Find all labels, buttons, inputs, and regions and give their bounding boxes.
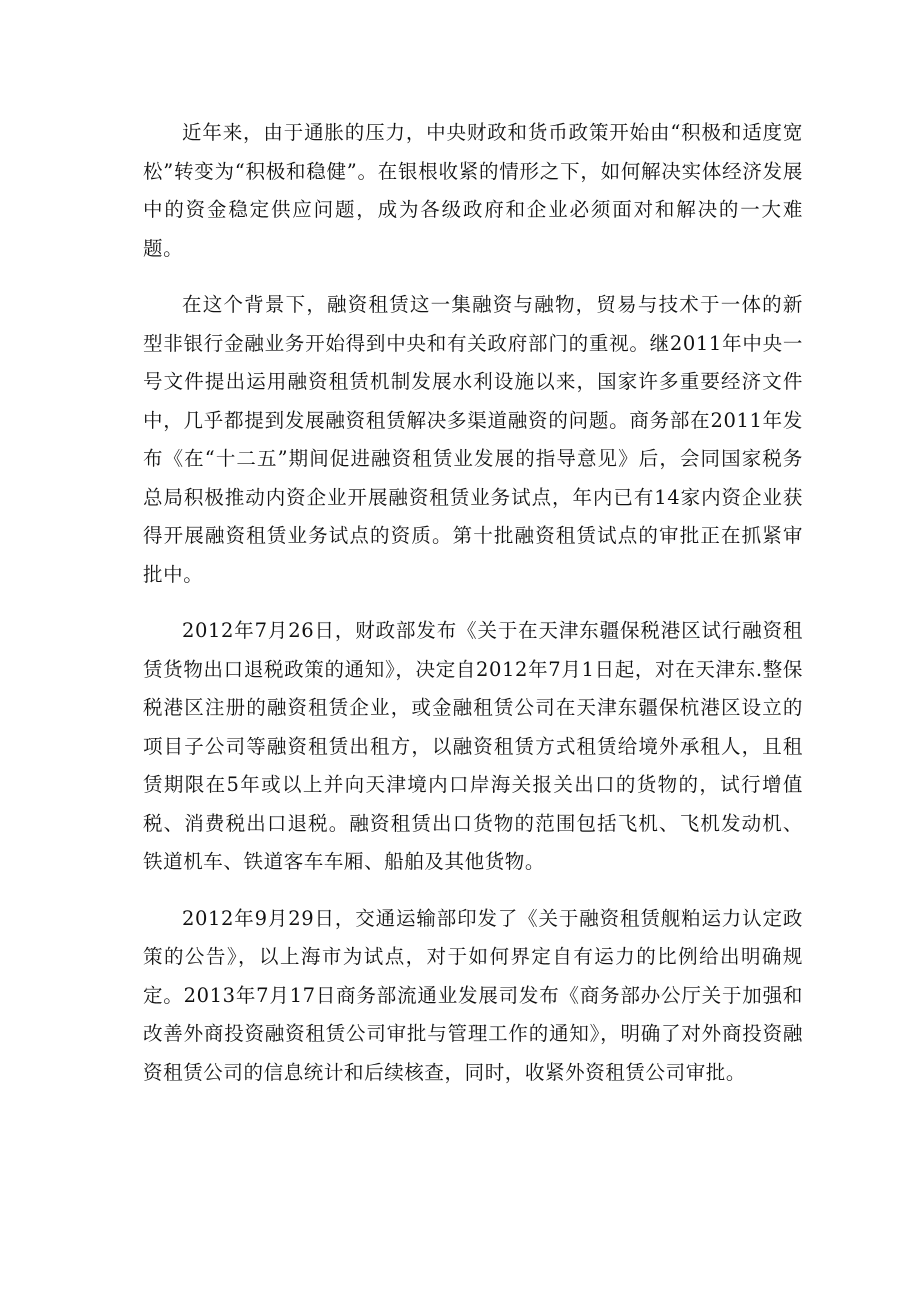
document-body xyxy=(143,114,803,1110)
paragraph-1: 近年来，由于通胀的压力，中央财政和货币政策开始由“积极和适度宽松”转变为“积极和稳健”。在银根收紧的情形之下，如何解决实体经济发展中的资金稳定供应问题，成为各级政府和企业必须面对和解决的一大难题。 xyxy=(143,121,803,260)
paragraph-4: 2012年9月29日，交通运输部印发了《关于融资租赁舰粕运力认定政策的公告》，以上海市为试点，对于如何界定自有运力的比例给出明确规定。2013年7月17日商务部流通业发展司发布《商务部办公厅关于加强和改善外商投资融资租赁公司审批与管理工作的通知》，明确了对外商投资融资租赁公司的信息统计和后续核查，同时，收紧外资租赁公司审批。 xyxy=(143,906,803,1084)
paragraph-2: 在这个背景下，融资租赁这一集融资与融物，贸易与技术于一体的新型非银行金融业务开始得到中央和有关政府部门的重视。继2011年中央一号文件提出运用融资租赁机制发展水利设施以来，国家许多重要经济文件中，几乎都提到发展融资租赁解决多渠道融资的问题。商务部在2011年发布《在“十二五”期间促进融资租赁业发展的指导意见》后，会同国家税务总局积极推动内资企业开展融资租赁业务试点，年内已有14家内资企业获得开展融资租赁业务试点的资质。第十批融资租赁试点的审批正在抓紧审批中。 xyxy=(143,293,803,586)
paragraph-3: 2012年7月26日，财政部发布《关于在天津东疆保税港区试行融资租赁货物出口退税政策的通知》，决定自2012年7月1日起，对在天津东.整保税港区注册的融资租赁企业，或金融租赁公司在天津东疆保杭港区设立的项目子公司等融资租赁出租方，以融资租赁方式租赁给境外承租人，且租赁期限在5年或以上并向天津境内口岸海关报关出口的货物的，试行增值税、消费税出口退税。融资租赁出口货物的范围包括飞机、飞机发动机、铁道机车、铁道客车车厢、船舶及其他货物。 xyxy=(143,619,803,873)
